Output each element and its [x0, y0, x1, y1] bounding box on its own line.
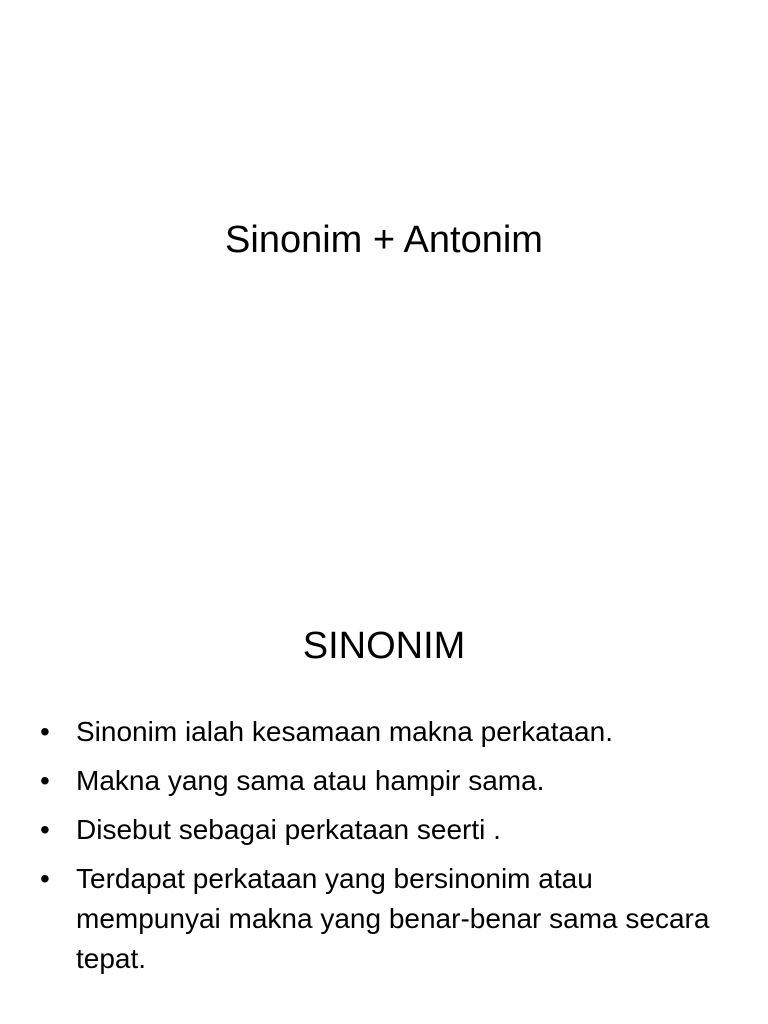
bullet-item [40, 859, 730, 979]
bullet-list [40, 712, 730, 988]
bullet-text: Makna yang sama atau hampir sama. [76, 765, 545, 796]
bullet-dot-icon: • [40, 814, 50, 845]
slide-sinonim [0, 576, 768, 1024]
bullet-dot-icon: • [40, 765, 50, 796]
bullet-item [40, 810, 730, 850]
bullet-text: Sinonim ialah kesamaan makna perkataan. [76, 716, 613, 747]
slide-title-heading: Sinonim + Antonim [225, 219, 543, 261]
bullet-item [40, 712, 730, 752]
section-heading: SINONIM [302, 625, 466, 667]
bullet-text: Disebut sebagai perkataan seerti . [76, 814, 501, 845]
bullet-dot-icon: • [40, 716, 50, 747]
bullet-item [40, 761, 730, 801]
bullet-dot-icon: • [40, 863, 50, 894]
bullet-text: Terdapat perkataan yang bersinonim atau mempunyai makna yang benar-benar sama secara tepat. [76, 863, 710, 974]
